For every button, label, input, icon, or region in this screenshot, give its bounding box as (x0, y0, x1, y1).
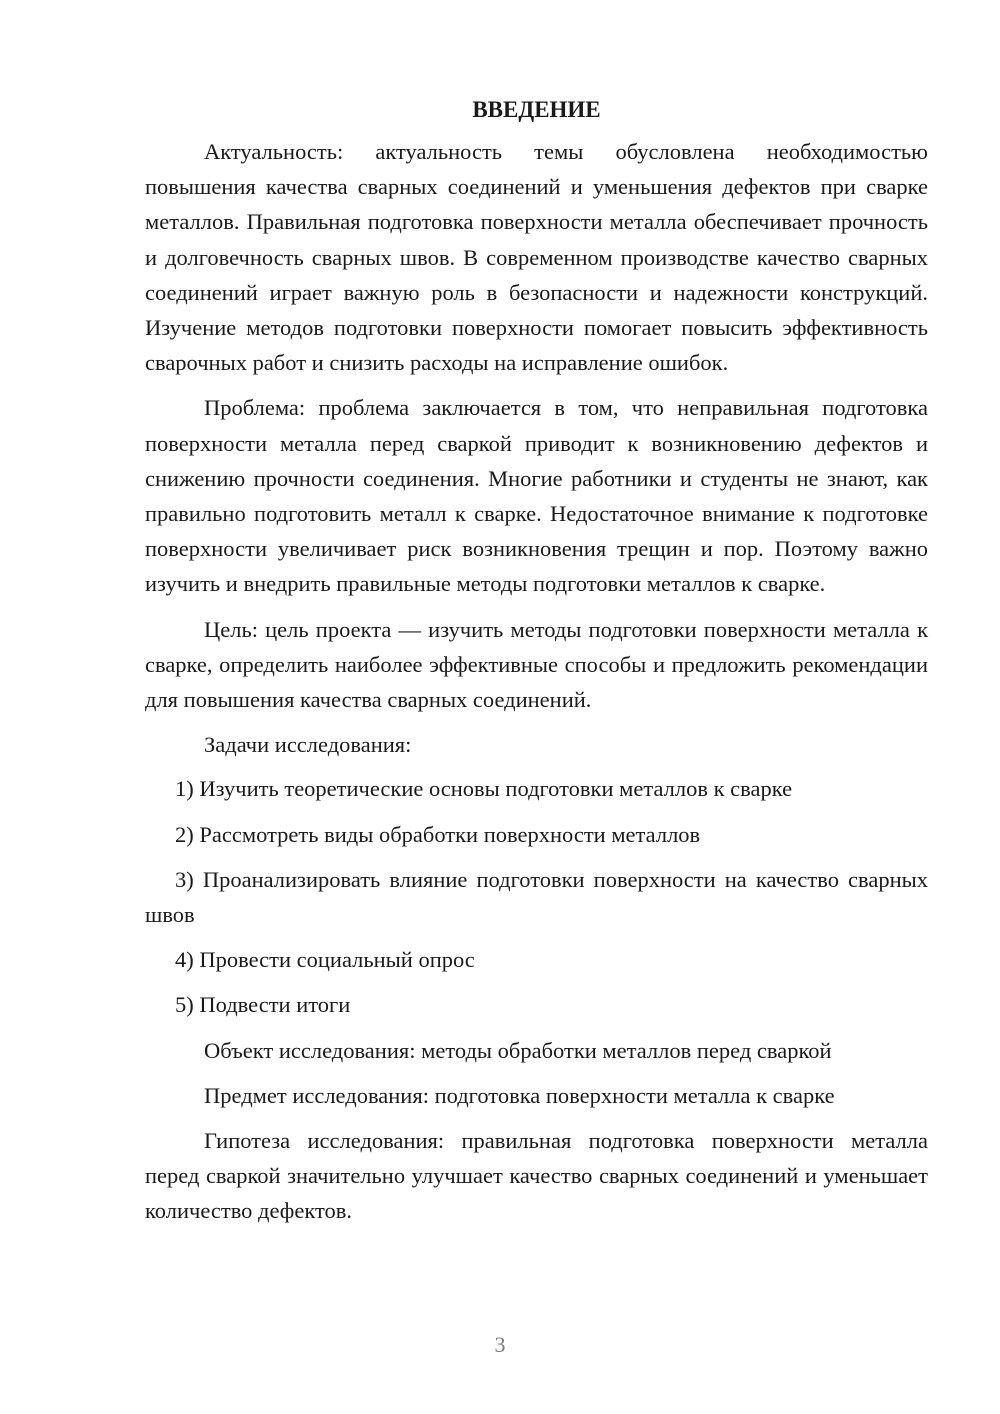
section-heading: ВВЕДЕНИЕ (472, 97, 601, 122)
problem-paragraph: Проблема: проблема заключается в том, что неправильная подготовка поверхности металла перед сваркой приводит к возникновению дефектов и снижению прочности соединения. Многие работники и студенты не знают, как правильно подготовить металл к сварке. Недостаточное внимание к подготовке поверхности увеличивает риск возникновения трещин и пор. Поэтому важно изучить и внедрить правильные методы подготовки металлов к сварке. (145, 395, 928, 597)
subject-paragraph: Предмет исследования: подготовка поверхности металла к сварке (204, 1082, 835, 1108)
task-item: 4) Провести социальный опрос (175, 947, 475, 973)
task-item: 3) Проанализировать влияние подготовки поверхности на качество сварных швов (145, 866, 928, 928)
relevance-paragraph: Актуальность: актуальность темы обусловлена необходимостью повышения качества сварных соединений и уменьшения дефектов при сварке металлов. Правильная подготовка поверхности металла обеспечивает прочность и долговечность сварных швов. В современном производстве качество сварных соединений играет важную роль в безопасности и надежности конструкций. Изучение методов подготовки поверхности помогает повысить эффективность сварочных работ и снизить расходы на исправление ошибок. (145, 139, 928, 376)
task-item: 1) Изучить теоретические основы подготовки металлов к сварке (175, 776, 793, 802)
tasks-heading: Задачи исследования: (204, 732, 412, 758)
hypothesis-paragraph: Гипотеза исследования: правильная подготовка поверхности металла перед сваркой значительно улучшает качество сварных соединений и уменьшает количество дефектов. (145, 1128, 928, 1224)
task-item: 5) Подвести итоги (175, 992, 351, 1018)
page-number: 3 (494, 1332, 506, 1357)
goal-paragraph: Цель: цель проекта — изучить методы подготовки поверхности металла к сварке, определить наиболее эффективные способы и предложить рекомендации для повышения качества сварных соединений. (145, 616, 928, 713)
object-paragraph: Объект исследования: методы обработки металлов перед сваркой (204, 1037, 832, 1063)
task-item: 2) Рассмотреть виды обработки поверхности металлов (175, 821, 701, 847)
document-page (145, 92, 928, 1239)
